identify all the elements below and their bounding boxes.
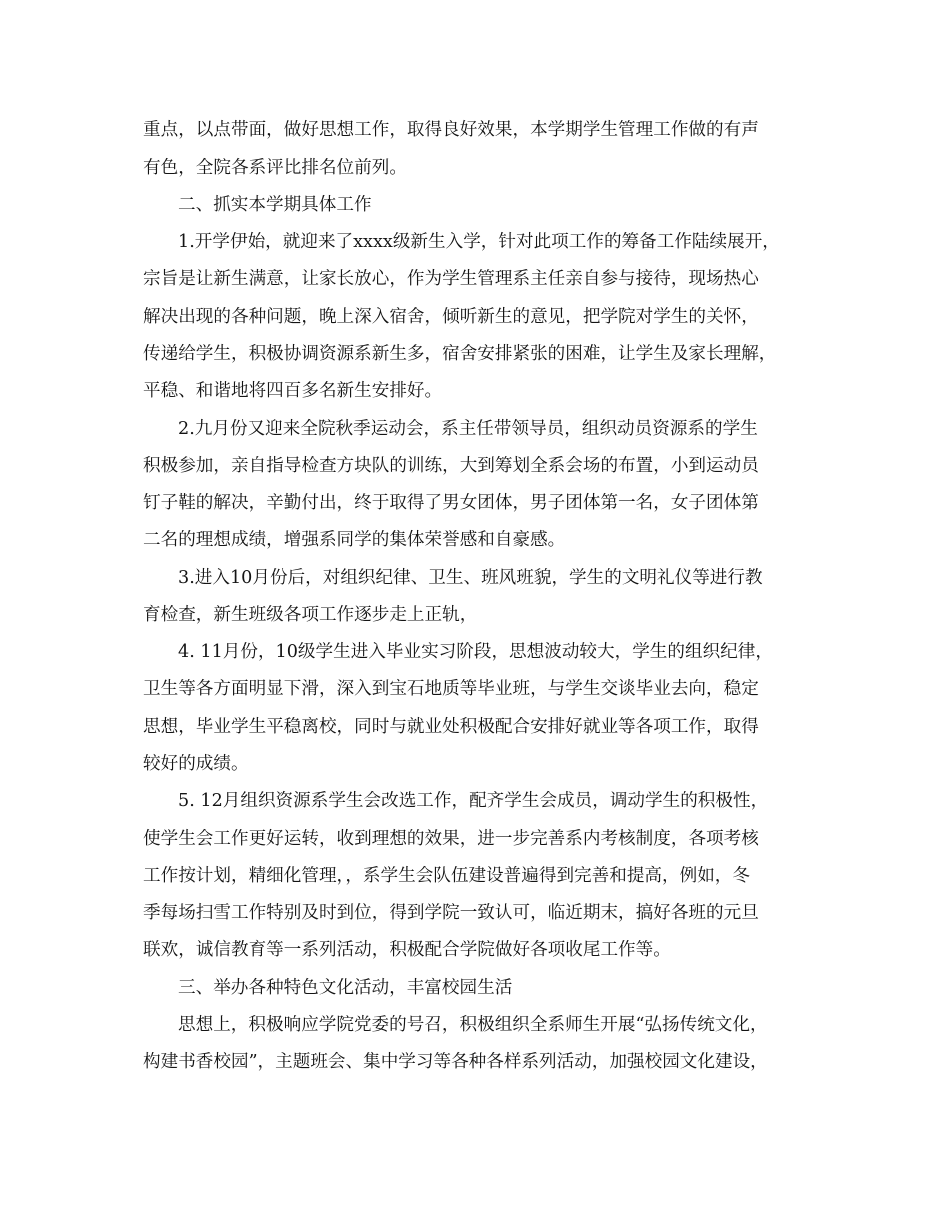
text-line: 卫生等各方面明显下滑，深入到宝石地质等毕业班，与学生交谈毕业去向，稳定 [143,679,759,699]
text-line: 钉子鞋的解决，辛勤付出，终于取得了男女团体，男子团体第一名，女子团体第 [143,493,759,513]
text-line: 育检查，新生班级各项工作逐步走上正轨， [143,605,478,625]
text-line: 3.进入10月份后，对组织纪律、卫生、班风班貌，学生的文明礼仪等进行教 [178,568,763,588]
text-line: 解决出现的各种问题，晚上深入宿舍，倾听新生的意见，把学院对学生的关怀， [143,307,759,327]
text-line: 使学生会工作更好运转，收到理想的效果，进一步完善系内考核制度，各项考核 [143,829,759,849]
text-line: 宗旨是让新生满意，让家长放心，作为学生管理系主任亲自参与接待，现场热心 [143,269,759,289]
text-line: 4. 11月份，10级学生进入毕业实习阶段，思想波动较大，学生的组织纪律， [178,642,773,662]
text-line: 较好的成绩。 [143,754,249,774]
text-line: 2.九月份又迎来全院秋季运动会，系主任带领导员，组织动员资源系的学生 [178,419,758,439]
text-line: 二名的理想成绩，增强系同学的集体荣誉感和自豪感。 [143,530,566,550]
text-line: 思想上，积极响应学院党委的号召，积极组织全系师生开展“弘扬传统文化， [178,1015,768,1035]
text-line: 传递给学生，积极协调资源系新生多，宿舍安排紧张的困难，让学生及家长理解， [143,344,777,364]
text-line: 积极参加，亲自指导检查方块队的训练，大到筹划全系会场的布置，小到运动员 [143,456,759,476]
text-line: 1.开学伊始，就迎来了xxxx级新生入学，针对此项工作的筹备工作陆续展开， [178,232,780,252]
text-line: 思想，毕业学生平稳离校，同时与就业处积极配合安排好就业等各项工作，取得 [143,717,759,737]
text-line: 联欢，诚信教育等一系列活动，积极配合学院做好各项收尾工作等。 [143,940,671,960]
section-heading: 三、举办各种特色文化活动，丰富校园生活 [178,978,513,998]
section-heading: 二、抓实本学期具体工作 [178,195,372,215]
text-line: 构建书香校园”，主题班会、集中学习等各种各样系列活动，加强校园文化建设， [143,1052,768,1072]
text-line: 有色，全院各系评比排名位前列。 [143,158,407,178]
text-line: 季每场扫雪工作特别及时到位，得到学院一致认可，临近期末，搞好各班的元旦 [143,903,759,923]
text-line: 平稳、和谐地将四百多名新生安排好。 [143,381,443,401]
text-line: 工作按计划，精细化管理，，系学生会队伍建设普遍得到完善和提高，例如，冬 [143,866,750,886]
text-line: 重点，以点带面，做好思想工作，取得良好效果，本学期学生管理工作做的有声 [143,120,759,140]
text-line: 5. 12月组织资源系学生会改选工作，配齐学生会成员，调动学生的积极性， [178,791,769,811]
